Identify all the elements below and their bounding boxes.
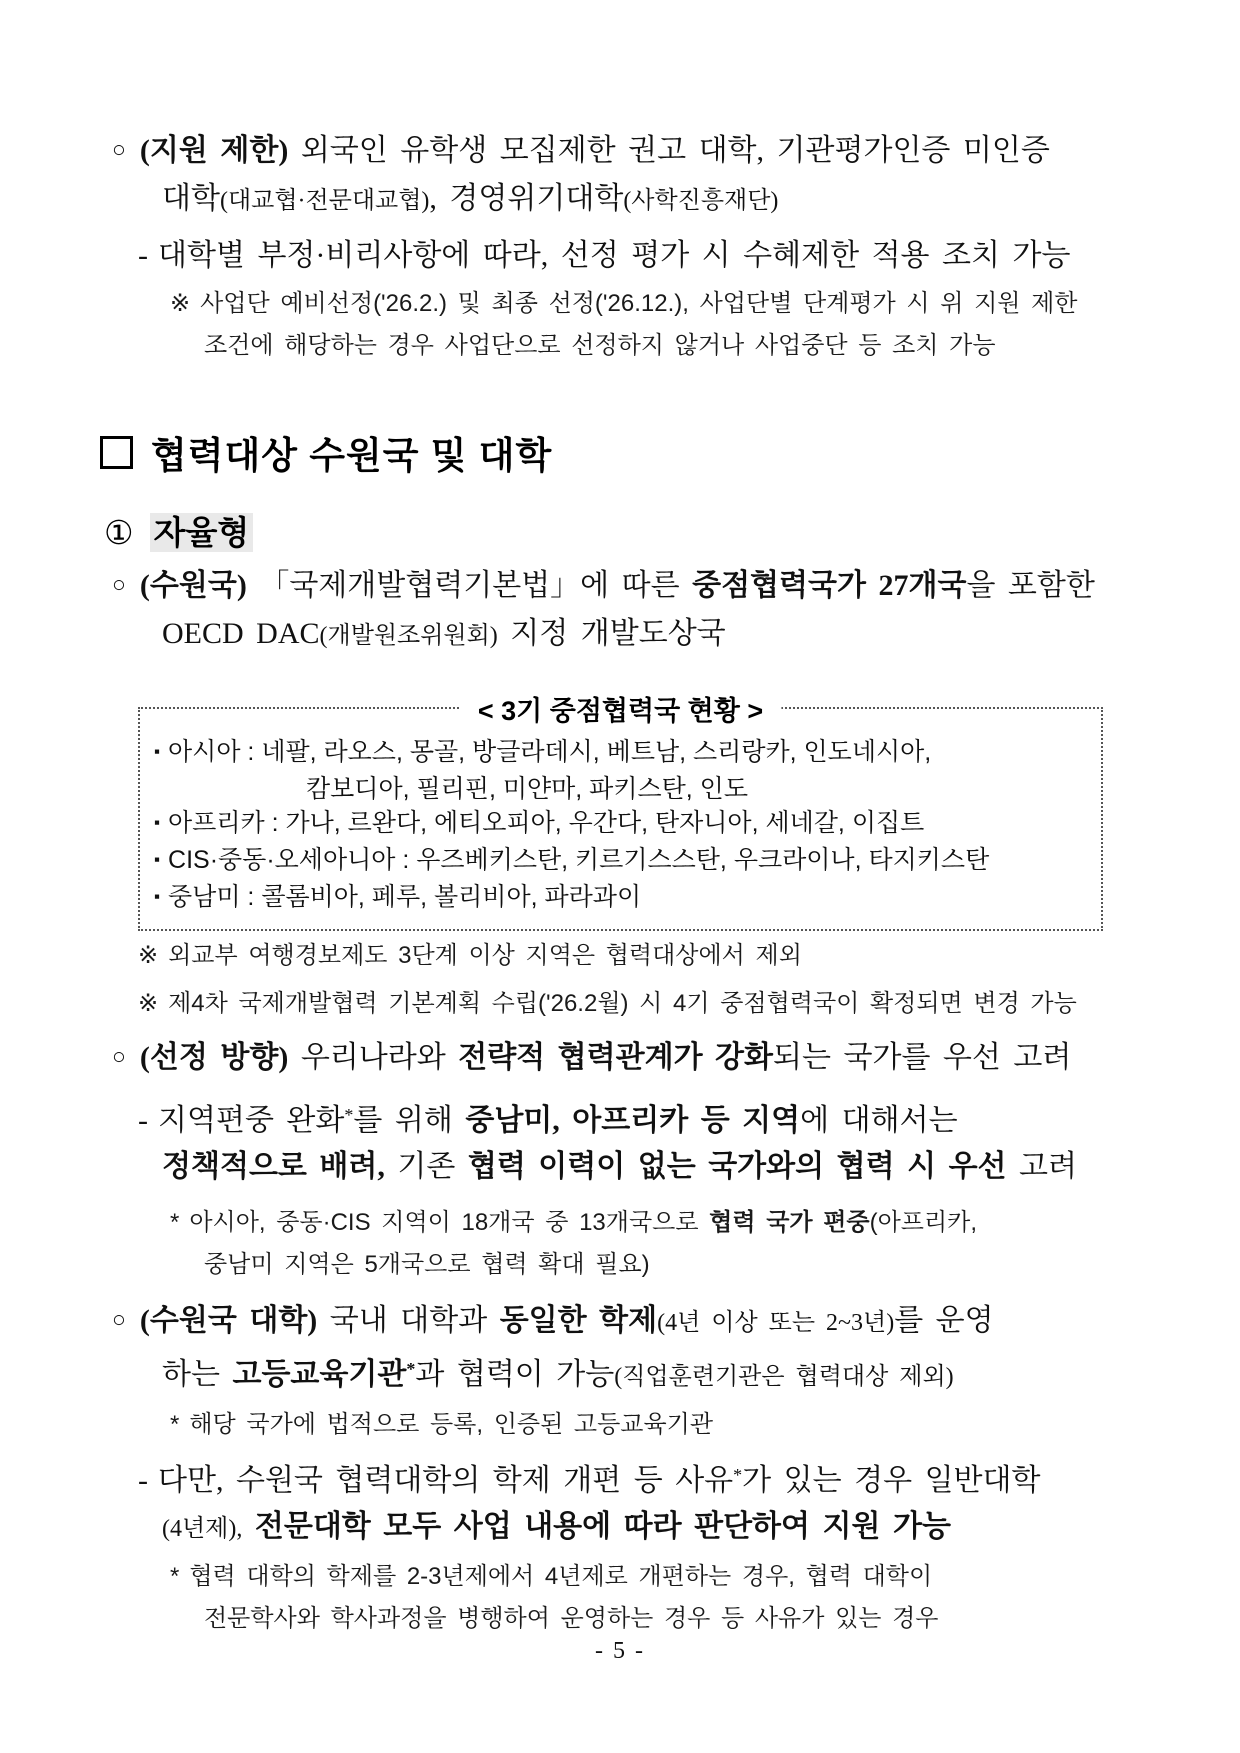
asterisk-superscript: * — [344, 1105, 354, 1125]
section-header — [100, 431, 1240, 481]
recipient-text: 지정 개발도상국 — [497, 617, 726, 650]
recipient-paren: (개발원조위원회) — [319, 623, 498, 649]
note-travel-advisory — [138, 935, 1240, 977]
square-bullet-icon: ▪ — [154, 850, 161, 869]
dash-bullet: - — [138, 1464, 148, 1497]
exception-text: 가 있는 경우 일반대학 — [742, 1464, 1041, 1497]
restriction-text: 외국인 유학생 모집제한 권고 대학, 기관평가인증 미인증 — [288, 134, 1050, 167]
restriction-text: 대학 — [162, 182, 220, 215]
recipient-text: 을 포함한 — [966, 569, 1095, 602]
univ-line-2 — [162, 1346, 1240, 1400]
dash-restriction-measure — [138, 233, 1240, 279]
acad-note-line-1 — [170, 1556, 1240, 1598]
exception-paren: (4년제), — [162, 1516, 243, 1542]
reference-mark: ※ — [170, 290, 191, 317]
direction-label: (선정 방향) — [139, 1041, 289, 1074]
exception-line-2 — [162, 1504, 1240, 1552]
square-bullet-icon: ▪ — [154, 742, 161, 761]
region-line-1 — [138, 1092, 1240, 1144]
note-preselection — [0, 283, 1240, 367]
univ-text: 국내 대학과 — [317, 1304, 500, 1337]
recipient-text: OECD DAC — [162, 617, 320, 650]
recipient-line-1 — [112, 563, 1240, 611]
star-marker: * — [170, 1411, 180, 1438]
univ-line-1 — [112, 1298, 1240, 1346]
restriction-line-1 — [112, 128, 1240, 176]
subsection-header — [104, 511, 1240, 555]
section-square-icon — [100, 436, 133, 469]
box-row-africa — [154, 806, 1089, 843]
note-text: 아시아, 중동·CIS 지역이 18개국 중 13개국으로 — [189, 1209, 710, 1236]
star-note-region — [0, 1202, 1240, 1286]
star-marker: * — [170, 1563, 180, 1590]
dash-univ-exception — [0, 1452, 1240, 1552]
univ-text: 과 협력이 가능 — [415, 1358, 615, 1391]
dash-restriction-text: 대학별 부정·비리사항에 따라, 선정 평가 시 수혜제한 적용 조치 가능 — [158, 239, 1071, 272]
partner-box-title: < 3기 중점협력국 현황 > — [460, 689, 781, 728]
box-row-text: 아시아 : 네팔, 라오스, 몽골, 방글라데시, 베트남, 스리랑카, 인도네시아, — [168, 738, 932, 766]
box-row-text: 캄보디아, 필리핀, 미얀마, 파키스탄, 인도 — [306, 775, 748, 803]
circled-number: ① — [104, 514, 134, 551]
recipient-label: (수원국) — [139, 569, 247, 602]
bullet-university — [0, 1298, 1240, 1400]
direction-bold: 전략적 협력관계가 강화 — [458, 1041, 774, 1074]
exception-line-1 — [138, 1452, 1240, 1504]
dash-bullet: - — [138, 1104, 148, 1137]
asterisk-superscript: * — [733, 1465, 743, 1485]
dash-bullet: - — [138, 239, 148, 272]
restriction-paren: (대교협·전문대교협) — [219, 188, 430, 214]
direction-text: 되는 국가를 우선 고려 — [773, 1041, 1072, 1074]
bullet-restriction — [0, 128, 1240, 224]
univ-paren: (직업훈련기관은 협력대상 제외) — [614, 1364, 954, 1390]
star-note-academic-system — [0, 1556, 1240, 1640]
partner-countries-box — [138, 696, 1103, 931]
direction-text: 우리나라와 — [288, 1041, 459, 1074]
recipient-text: 「국제개발협력기본법」에 따른 — [246, 569, 693, 602]
restriction-text: , 경영위기대학 — [429, 182, 624, 215]
note-text: 외교부 여행경보제도 3단계 이상 지역은 협력대상에서 제외 — [168, 942, 802, 969]
region-text: 기존 — [384, 1150, 468, 1183]
restriction-label: (지원 제한) — [139, 134, 289, 167]
section-title: 협력대상 수원국 및 대학 — [151, 435, 553, 476]
region-bold: 정책적으로 배려, — [162, 1150, 385, 1183]
restriction-paren: (사학진흥재단) — [623, 188, 779, 214]
box-row-text: 중남미 : 콜롬비아, 페루, 볼리비아, 파라과이 — [168, 883, 642, 911]
region-text: 를 위해 — [353, 1104, 466, 1137]
bullet-direction — [112, 1035, 1240, 1083]
star-note-line-2 — [204, 1244, 1240, 1286]
note-text: (아프리카, — [869, 1209, 978, 1236]
note-text: 전문학사와 학사과정을 병행하여 운영하는 경우 등 사유가 있는 경우 — [204, 1605, 939, 1632]
dash-region-balance — [0, 1092, 1240, 1190]
note-text: 사업단 예비선정('26.2.) 및 최종 선정('26.12.), 사업단별 단계평가 시 위 지원 제한 — [200, 290, 1078, 317]
region-line-2 — [162, 1144, 1240, 1190]
note-text: 제4차 국제개발협력 기본계획 수립('26.2월) 시 4기 중점협력국이 확정되면 변경 가능 — [168, 990, 1077, 1017]
region-bold: 중남미, 아프리카 등 지역 — [465, 1104, 801, 1137]
circle-bullet: ○ — [112, 137, 126, 162]
star-note-line-1 — [170, 1202, 1240, 1244]
exception-bold: 전문대학 모두 사업 내용에 따라 판단하여 지원 가능 — [242, 1510, 951, 1543]
note-text: 중남미 지역은 5개국으로 협력 확대 필요) — [204, 1251, 650, 1278]
circle-bullet: ○ — [112, 572, 126, 597]
region-text: 에 대해서는 — [800, 1104, 958, 1137]
region-bold: 협력 이력이 없는 국가와의 협력 시 우선 — [467, 1150, 1007, 1183]
box-row-cis — [154, 843, 1089, 880]
box-row-asia-cont — [306, 772, 1089, 806]
note-4th-plan — [138, 983, 1240, 1025]
square-bullet-icon: ▪ — [154, 887, 161, 906]
reference-mark: ※ — [138, 990, 159, 1017]
note-text: 협력 대학의 학제를 2-3년제에서 4년제로 개편하는 경우, 협력 대학이 — [189, 1563, 933, 1590]
univ-label: (수원국 대학) — [139, 1304, 318, 1337]
circle-bullet: ○ — [112, 1044, 126, 1069]
acad-note-line-2 — [204, 1598, 1240, 1640]
box-row-asia — [154, 735, 1089, 772]
reference-mark: ※ — [138, 942, 159, 969]
region-text: 지역편중 완화 — [158, 1104, 345, 1137]
note-line-1 — [170, 283, 1240, 325]
star-note-accredited — [170, 1404, 1240, 1446]
univ-text: 하는 — [162, 1358, 233, 1391]
univ-bold: 고등교육기관 — [232, 1358, 407, 1391]
subsection-title: 자율형 — [150, 513, 254, 552]
asterisk-superscript: * — [406, 1359, 416, 1379]
note-text: 조건에 해당하는 경우 사업단으로 선정하지 않거나 사업중단 등 조치 가능 — [204, 332, 996, 359]
box-row-text: CIS·중동·오세아니아 : 우즈베키스탄, 키르기스스탄, 우크라이나, 타지키스탄 — [168, 846, 990, 874]
exception-text: 다만, 수원국 협력대학의 학제 개편 등 사유 — [158, 1464, 734, 1497]
region-text: 고려 — [1006, 1150, 1077, 1183]
note-text: 해당 국가에 법적으로 등록, 인증된 고등교육기관 — [189, 1411, 714, 1438]
page-number: - 5 - — [595, 1638, 645, 1664]
univ-bold: 동일한 학제 — [499, 1304, 658, 1337]
star-marker: * — [170, 1209, 180, 1236]
univ-paren: (4년 이상 또는 2~3년) — [657, 1310, 895, 1336]
note-bold: 협력 국가 편중 — [709, 1209, 870, 1236]
univ-text: 를 운영 — [894, 1304, 994, 1337]
recipient-bold: 중점협력국가 27개국 — [692, 569, 967, 602]
square-bullet-icon: ▪ — [154, 813, 161, 832]
note-line-2 — [204, 325, 1240, 367]
box-row-text: 아프리카 : 가나, 르완다, 에티오피아, 우간다, 탄자니아, 세네갈, 이집트 — [168, 809, 925, 837]
bullet-recipient — [0, 563, 1240, 659]
circle-bullet: ○ — [112, 1307, 126, 1332]
box-row-latam — [154, 880, 1089, 917]
recipient-line-2 — [162, 611, 1240, 659]
restriction-line-2 — [162, 176, 1240, 224]
